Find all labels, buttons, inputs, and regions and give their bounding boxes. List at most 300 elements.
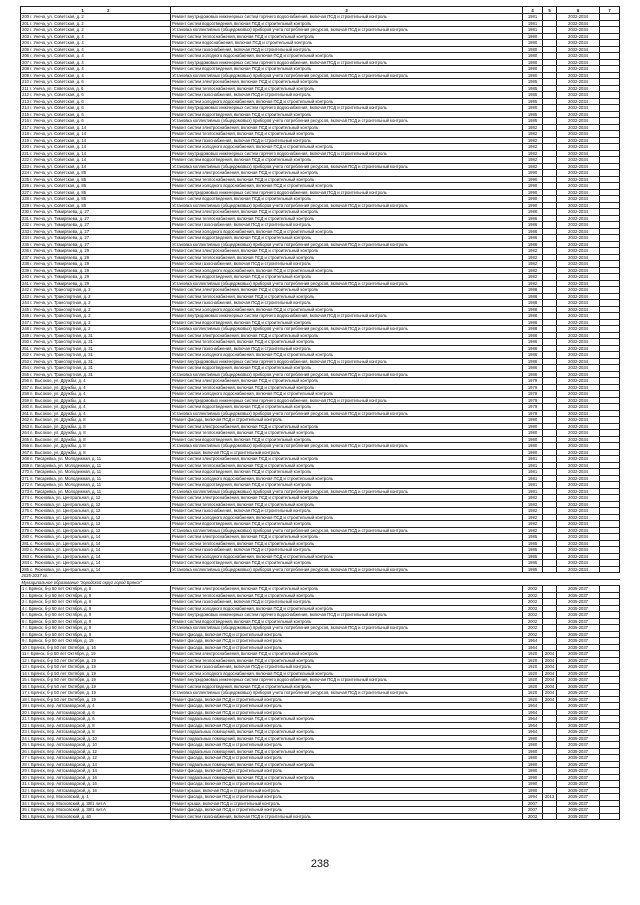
municipality-heading-text: Муниципальное образование "городской округ город Брянск" <box>21 579 620 586</box>
work-type-cell: Ремонт систем холодного водоснабжения, включая ПСД и строительный контроль <box>171 605 523 612</box>
planned-period-cell: 2032-2034 <box>557 215 600 222</box>
repair-schedule-table <box>20 6 620 820</box>
work-type-cell: Ремонт систем водоотведения, включая ПСД и строительный контроль <box>171 404 523 411</box>
work-type-cell: Ремонт систем водоотведения, включая ПСД и строительный контроль <box>171 469 523 476</box>
address-cell: 226 г. Унеча, ул. Советская, д. 85 <box>21 183 171 190</box>
address-cell: 268 п. Писаревка, ул. Молодежная, д. 11 <box>21 456 171 463</box>
year-built-cell: 1982 <box>523 124 543 131</box>
planned-period-cell: 2032-2034 <box>557 391 600 398</box>
address-cell: 275 с. Рюхновка, ул. Центральная, д. 12 <box>21 501 171 508</box>
work-type-cell: Ремонт внутридомовых инженерных систем горячего водоснабжения, включая ПСД и строительный контроль <box>171 612 523 619</box>
planned-period-cell: 2032-2034 <box>557 59 600 66</box>
address-cell: 15 г. Брянск, б-р 50 лет Октября, д. 19 <box>21 677 171 684</box>
work-type-cell: Ремонт систем электроснабжения, включая ПСД и строительный контроль <box>171 534 523 541</box>
year-built-cell: 1964 <box>523 722 543 729</box>
year-built-cell: 1985 <box>523 105 543 112</box>
work-type-cell: Ремонт систем газоснабжения, включая ПСД и строительный контроль <box>171 345 523 352</box>
work-type-cell: Установка коллективных (общедомовых) приборов учета потребления ресурсов, включая ПСД и строительный контроль <box>171 280 523 287</box>
year-built-cell: 2002 <box>523 813 543 820</box>
planned-period-cell: 2032-2034 <box>557 462 600 469</box>
address-cell: 32 г. Брянск, пер. Автозаводской, д. 16 <box>21 787 171 794</box>
year-built-cell: 1982 <box>523 254 543 261</box>
work-type-cell: Ремонт фасада, включая ПСД и строительный контроль <box>171 631 523 638</box>
planned-period-cell: 2032-2034 <box>557 540 600 547</box>
year-built-cell: 2002 <box>523 605 543 612</box>
address-cell: 234 г. Унеча, ул. Тимирязева, д. 27 <box>21 235 171 242</box>
year-built-cell: 1985 <box>523 85 543 92</box>
address-cell: 254 г. Унеча, ул. Транспортная, д. 31 <box>21 365 171 372</box>
work-type-cell: Ремонт фасада, включая ПСД и строительный контроль <box>171 703 523 710</box>
work-type-cell: Ремонт систем водоотведения, включая ПСД и строительный контроль <box>171 196 523 203</box>
work-type-cell: Ремонт фасада, включая ПСД и строительный контроль <box>171 417 523 424</box>
year-reconstruction-cell: 2004 <box>543 677 557 684</box>
address-cell: 221 г. Унеча, ул. Советская, д. 14 <box>21 150 171 157</box>
planned-period-cell: 2032-2034 <box>557 293 600 300</box>
planned-period-cell: 2032-2034 <box>557 508 600 515</box>
year-built-cell: 1964 <box>523 729 543 736</box>
work-type-cell: Установка коллективных (общедомовых) приборов учета потребления ресурсов, включая ПСД и строительный контроль <box>171 566 523 573</box>
planned-period-cell: 2032-2034 <box>557 14 600 21</box>
address-cell: 25 г. Брянск, пер. Автозаводской, д. 10 <box>21 742 171 749</box>
work-type-cell: Ремонт внутридомовых инженерных систем горячего водоснабжения, включая ПСД и строительный контроль <box>171 59 523 66</box>
planned-period-cell: 2032-2034 <box>557 53 600 60</box>
address-cell: 222 г. Унеча, ул. Советская, д. 14 <box>21 157 171 164</box>
address-cell: 201 г. Унеча, ул. Советская, д. 2 <box>21 20 171 27</box>
planned-period-cell: 2035-2037 <box>557 709 600 716</box>
year-built-cell: 1979 <box>523 391 543 398</box>
year-built-cell: 1979 <box>523 404 543 411</box>
year-built-cell: 1982 <box>523 267 543 274</box>
address-cell: 17 г. Брянск, б-р 50 лет Октября, д. 19 <box>21 690 171 697</box>
planned-period-cell: 2032-2034 <box>557 33 600 40</box>
year-built-cell: 1980 <box>523 443 543 450</box>
year-built-cell: 1964 <box>523 709 543 716</box>
planned-period-cell: 2032-2034 <box>557 183 600 190</box>
work-type-cell: Ремонт систем холодного водоснабжения, включая ПСД и строительный контроль <box>171 391 523 398</box>
work-type-cell: Ремонт систем газоснабжения, включая ПСД и строительный контроль <box>171 547 523 554</box>
address-cell: 280 с. Рюхновка, ул. Центральная, д. 14 <box>21 534 171 541</box>
year-reconstruction-cell <box>543 813 557 820</box>
year-built-cell: 1982 <box>523 248 543 255</box>
address-cell: 251 г. Унеча, ул. Транспортная, д. 31 <box>21 345 171 352</box>
planned-period-cell: 2035-2037 <box>557 664 600 671</box>
address-cell: 35 г. Брянск, пер. Московский, д. 38/1 лит.А <box>21 807 171 814</box>
planned-period-cell: 2032-2034 <box>557 430 600 437</box>
work-type-cell: Ремонт фасада, включая ПСД и строительный контроль <box>171 755 523 762</box>
planned-period-cell: 2032-2034 <box>557 501 600 508</box>
year-built-cell: 1982 <box>523 527 543 534</box>
year-built-cell: 1981 <box>523 462 543 469</box>
year-built-cell: 1980 <box>523 436 543 443</box>
year-built-cell: 1981 <box>523 14 543 21</box>
work-type-cell: Ремонт систем теплоснабжения, включая ПСД и строительный контроль <box>171 215 523 222</box>
work-type-cell: Ремонт систем водоотведения, включая ПСД и строительный контроль <box>171 521 523 528</box>
year-built-cell: 1964 <box>523 716 543 723</box>
work-type-cell: Ремонт систем теплоснабжения, включая ПСД и строительный контроль <box>171 293 523 300</box>
address-cell: 271 п. Писаревка, ул. Молодежная, д. 11 <box>21 475 171 482</box>
planned-period-cell: 2032-2034 <box>557 345 600 352</box>
planned-period-cell: 2032-2034 <box>557 144 600 151</box>
address-cell: 279 с. Рюхновка, ул. Центральная, д. 12 <box>21 527 171 534</box>
address-cell: 13 г. Брянск, б-р 50 лет Октября, д. 19 <box>21 664 171 671</box>
planned-period-cell: 2032-2034 <box>557 92 600 99</box>
address-cell: 249 г. Унеча, ул. Транспортная, д. 31 <box>21 332 171 339</box>
planned-period-cell: 2035-2037 <box>557 618 600 625</box>
address-cell: 265 п. Высокое, ул. Дружбы, д. 8 <box>21 436 171 443</box>
planned-period-cell: 2035-2037 <box>557 716 600 723</box>
planned-period-cell: 2032-2034 <box>557 72 600 79</box>
work-type-cell: Ремонт систем водоотведения, включая ПСД и строительный контроль <box>171 66 523 73</box>
year-built-cell: 1982 <box>523 131 543 138</box>
address-cell: 228 г. Унеча, ул. Советская, д. 85 <box>21 196 171 203</box>
planned-period-cell: 2035-2037 <box>557 690 600 697</box>
planned-period-cell: 2032-2034 <box>557 306 600 313</box>
planned-period-cell: 2032-2034 <box>557 20 600 27</box>
work-type-cell: Установка коллективных (общедомовых) приборов учета потребления ресурсов, включая ПСД и строительный контроль <box>171 410 523 417</box>
year-built-cell: 2002 <box>523 586 543 593</box>
work-type-cell: Ремонт фасада, включая ПСД и строительный контроль <box>171 807 523 814</box>
work-type-cell: Установка коллективных (общедомовых) приборов учета потребления ресурсов, включая ПСД и строительный контроль <box>171 163 523 170</box>
year-built-cell: 2007 <box>523 807 543 814</box>
work-type-cell: Ремонт систем водоотведения, включая ПСД и строительный контроль <box>171 235 523 242</box>
planned-period-cell: 2035-2037 <box>557 800 600 807</box>
planned-period-cell: 2032-2034 <box>557 339 600 346</box>
address-cell: 225 г. Унеча, ул. Советская, д. 85 <box>21 176 171 183</box>
year-built-cell: 1920 <box>523 696 543 703</box>
year-built-cell: 1980 <box>523 761 543 768</box>
planned-period-cell: 2032-2034 <box>557 475 600 482</box>
year-built-cell: 1985 <box>523 92 543 99</box>
address-cell: 208 г. Унеча, ул. Советская, д. 4 <box>21 66 171 73</box>
work-type-cell: Ремонт внутридомовых инженерных систем горячего водоснабжения, включая ПСД и строительный контроль <box>171 358 523 365</box>
address-cell: 224 г. Унеча, ул. Советская, д. 85 <box>21 170 171 177</box>
work-type-cell: Ремонт систем электроснабжения, включая ПСД и строительный контроль <box>171 248 523 255</box>
address-cell: 239 г. Унеча, ул. Тимирязева, д. 29 <box>21 267 171 274</box>
work-type-cell: Ремонт систем теплоснабжения, включая ПСД и строительный контроль <box>171 657 523 664</box>
year-built-cell: 1985 <box>523 111 543 118</box>
planned-period-cell: 2032-2034 <box>557 423 600 430</box>
work-type-cell: Ремонт систем теплоснабжения, включая ПСД и строительный контроль <box>171 339 523 346</box>
planned-period-cell: 2032-2034 <box>557 27 600 34</box>
work-type-cell: Ремонт внутридомовых инженерных систем горячего водоснабжения, включая ПСД и строительный контроль <box>171 189 523 196</box>
planned-period-cell: 2032-2034 <box>557 170 600 177</box>
planned-period-cell: 2032-2034 <box>557 397 600 404</box>
year-built-cell: 1986 <box>523 345 543 352</box>
address-cell: 259 п. Высокое, ул. Дружбы, д. 4 <box>21 397 171 404</box>
address-cell: 31 г. Брянск, пер. Автозаводской, д. 16 <box>21 781 171 788</box>
work-type-cell: Установка коллективных (общедомовых) приборов учета потребления ресурсов, включая ПСД и строительный контроль <box>171 527 523 534</box>
planned-period-cell: 2035-2037 <box>557 683 600 690</box>
address-cell: 257 п. Высокое, ул. Дружбы, д. 4 <box>21 384 171 391</box>
planned-period-cell: 2032-2034 <box>557 300 600 307</box>
work-type-cell: Ремонт систем водоотведения, включая ПСД и строительный контроль <box>171 560 523 567</box>
year-built-cell: 1986 <box>523 358 543 365</box>
work-type-cell: Ремонт систем теплоснабжения, включая ПСД и строительный контроль <box>171 176 523 183</box>
address-cell: 217 г. Унеча, ул. Советская, д. 14 <box>21 124 171 131</box>
year-built-cell: 1982 <box>523 280 543 287</box>
year-built-cell: 1986 <box>523 365 543 372</box>
address-cell: 281 с. Рюхновка, ул. Центральная, д. 14 <box>21 540 171 547</box>
planned-period-cell: 2035-2037 <box>557 735 600 742</box>
work-type-cell: Ремонт систем газоснабжения, включая ПСД и строительный контроль <box>171 261 523 268</box>
work-type-cell: Ремонт подвальных помещений, включая ПСД и строительный контроль <box>171 774 523 781</box>
work-type-cell: Ремонт фасада, включая ПСД и строительный контроль <box>171 794 523 801</box>
planned-period-cell: 2032-2034 <box>557 235 600 242</box>
column-number-row <box>21 7 620 14</box>
address-cell: 202 г. Унеча, ул. Советская, д. 2 <box>21 27 171 34</box>
work-type-cell: Ремонт систем водоотведения, включая ПСД и строительный контроль <box>171 618 523 625</box>
year-built-cell: 1980 <box>523 748 543 755</box>
work-type-cell: Ремонт крыши, включая ПСД и строительный контроль <box>171 449 523 456</box>
planned-period-cell: 2032-2034 <box>557 98 600 105</box>
planned-period-cell: 2032-2034 <box>557 124 600 131</box>
work-type-cell: Ремонт систем холодного водоснабжения, включая ПСД и строительный контроль <box>171 306 523 313</box>
year-built-cell: 1920 <box>523 664 543 671</box>
year-built-cell: 1986 <box>523 352 543 359</box>
year-built-cell: 1990 <box>523 202 543 209</box>
address-cell: 12 г. Брянск, б-р 50 лет Октября, д. 19 <box>21 657 171 664</box>
year-built-cell: 1981 <box>523 475 543 482</box>
address-cell: 220 г. Унеча, ул. Советская, д. 14 <box>21 144 171 151</box>
planned-period-cell: 2032-2034 <box>557 404 600 411</box>
work-type-cell: Ремонт систем электроснабжения, включая ПСД и строительный контроль <box>171 209 523 216</box>
planned-period-cell: 2035-2037 <box>557 813 600 820</box>
year-built-cell: 1985 <box>523 534 543 541</box>
address-cell: 1 г. Брянск, б-р 50 лет Октября, д. 9 <box>21 586 171 593</box>
address-cell: 243 г. Унеча, ул. Транспортная, д. 2 <box>21 293 171 300</box>
column-header: 4 <box>523 7 543 14</box>
year-built-cell: 2002 <box>523 631 543 638</box>
address-cell: 7 г. Брянск, б-р 50 лет Октября, д. 9 <box>21 625 171 632</box>
year-built-cell: 1981 <box>523 20 543 27</box>
work-type-cell: Ремонт внутридомовых инженерных систем горячего водоснабжения, включая ПСД и строительный контроль <box>171 677 523 684</box>
year-built-cell: 1981 <box>523 482 543 489</box>
work-type-cell: Установка коллективных (общедомовых) приборов учета потребления ресурсов, включая ПСД и строительный контроль <box>171 202 523 209</box>
address-cell: 6 г. Брянск, б-р 50 лет Октября, д. 9 <box>21 618 171 625</box>
year-built-cell: 1982 <box>523 501 543 508</box>
address-cell: 3 г. Брянск, б-р 50 лет Октября, д. 9 <box>21 599 171 606</box>
year-built-cell: 1982 <box>523 157 543 164</box>
planned-period-cell: 2032-2034 <box>557 547 600 554</box>
column-header: 5 <box>543 7 557 14</box>
work-type-cell: Ремонт фасада, включая ПСД и строительный контроль <box>171 644 523 651</box>
work-type-cell: Ремонт систем водоотведения, включая ПСД и строительный контроль <box>171 157 523 164</box>
work-type-cell: Ремонт систем электроснабжения, включая ПСД и строительный контроль <box>171 456 523 463</box>
address-cell: 213 г. Унеча, ул. Советская, д. 6 <box>21 98 171 105</box>
address-cell: 241 г. Унеча, ул. Тимирязева, д. 29 <box>21 280 171 287</box>
planned-period-cell: 2032-2034 <box>557 85 600 92</box>
address-cell: 270 п. Писаревка, ул. Молодежная, д. 11 <box>21 469 171 476</box>
work-type-cell: Ремонт систем газоснабжения, включая ПСД и строительный контроль <box>171 813 523 820</box>
work-type-cell: Ремонт систем газоснабжения, включая ПСД и строительный контроль <box>171 300 523 307</box>
planned-period-cell: 2032-2034 <box>557 384 600 391</box>
year-built-cell: 1920 <box>523 683 543 690</box>
address-cell: 276 с. Рюхновка, ул. Центральная, д. 12 <box>21 508 171 515</box>
address-cell: 238 г. Унеча, ул. Тимирязева, д. 29 <box>21 261 171 268</box>
work-type-cell: Ремонт систем холодного водоснабжения, включая ПСД и строительный контроль <box>171 553 523 560</box>
year-built-cell: 1986 <box>523 332 543 339</box>
address-cell: 252 г. Унеча, ул. Транспортная, д. 31 <box>21 352 171 359</box>
work-type-cell: Ремонт систем водоотведения, включая ПСД и строительный контроль <box>171 436 523 443</box>
work-type-cell: Ремонт систем теплоснабжения, включая ПСД и строительный контроль <box>171 384 523 391</box>
work-type-cell: Ремонт систем теплоснабжения, включая ПСД и строительный контроль <box>171 540 523 547</box>
address-cell: 235 г. Унеча, ул. Тимирязева, д. 27 <box>21 241 171 248</box>
work-type-cell: Ремонт систем теплоснабжения, включая ПСД и строительный контроль <box>171 501 523 508</box>
planned-period-cell: 2032-2034 <box>557 482 600 489</box>
work-type-cell: Ремонт крыши, включая ПСД и строительный контроль <box>171 787 523 794</box>
planned-period-cell: 2032-2034 <box>557 560 600 567</box>
work-type-cell: Ремонт систем электроснабжения, включая ПСД и строительный контроль <box>171 495 523 502</box>
planned-period-cell: 2032-2034 <box>557 131 600 138</box>
address-cell: 261 п. Высокое, ул. Дружбы, д. 4 <box>21 410 171 417</box>
planned-period-cell: 2032-2034 <box>557 514 600 521</box>
planned-period-cell: 2032-2034 <box>557 189 600 196</box>
column-header: 1 2 <box>21 7 171 14</box>
year-built-cell: 2002 <box>523 592 543 599</box>
work-type-cell: Ремонт систем холодного водоснабжения, включая ПСД и строительный контроль <box>171 475 523 482</box>
address-cell: 278 с. Рюхновка, ул. Центральная, д. 12 <box>21 521 171 528</box>
planned-period-cell: 2032-2034 <box>557 241 600 248</box>
address-cell: 209 г. Унеча, ул. Советская, д. 4 <box>21 72 171 79</box>
planned-period-cell: 2035-2037 <box>557 781 600 788</box>
work-type-cell: Ремонт подвальных помещений, включая ПСД и строительный контроль <box>171 735 523 742</box>
work-type-cell: Ремонт систем электроснабжения, включая ПСД и строительный контроль <box>171 124 523 131</box>
year-built-cell: 2002 <box>523 599 543 606</box>
address-cell: 262 п. Высокое, ул. Дружбы, д. 8 <box>21 417 171 424</box>
work-type-cell: Ремонт систем водоснабжения, включая ПСД и строительный контроль <box>171 40 523 47</box>
address-cell: 22 г. Брянск, пер. Автозаводской, д. 8 <box>21 722 171 729</box>
address-cell: 204 г. Унеча, ул. Советская, д. 4 <box>21 40 171 47</box>
planned-period-cell: 2035-2037 <box>557 768 600 775</box>
planned-period-cell: 2032-2034 <box>557 436 600 443</box>
year-built-cell: 1980 <box>523 72 543 79</box>
address-cell: 218 г. Унеча, ул. Советская, д. 14 <box>21 131 171 138</box>
year-built-cell: 1985 <box>523 560 543 567</box>
planned-period-cell: 2032-2034 <box>557 111 600 118</box>
year-built-cell: 1990 <box>523 774 543 781</box>
address-cell: 26 г. Брянск, пер. Автозаводской, д. 12 <box>21 748 171 755</box>
year-built-cell: 1920 <box>523 677 543 684</box>
year-built-cell: 1982 <box>523 521 543 528</box>
work-type-cell: Ремонт систем газоснабжения, включая ПСД и строительный контроль <box>171 599 523 606</box>
work-type-cell: Ремонт систем теплоснабжения, включая ПСД и строительный контроль <box>171 131 523 138</box>
address-cell: 283 с. Рюхновка, ул. Центральная, д. 14 <box>21 553 171 560</box>
work-type-cell: Ремонт систем газоснабжения, включая ПСД и строительный контроль <box>171 46 523 53</box>
address-cell: 285 с. Рюхновка, ул. Центральная, д. 14 <box>21 566 171 573</box>
work-type-cell: Ремонт фасада, включая ПСД и строительный контроль <box>171 638 523 645</box>
address-cell: 14 г. Брянск, б-р 50 лет Октября, д. 19 <box>21 670 171 677</box>
address-cell: 230 г. Унеча, ул. Тимирязева, д. 27 <box>21 209 171 216</box>
work-type-cell: Ремонт фасада, включая ПСД и строительный контроль <box>171 742 523 749</box>
planned-period-cell: 2032-2034 <box>557 79 600 86</box>
year-built-cell: 1981 <box>523 469 543 476</box>
planned-period-cell: 2032-2034 <box>557 449 600 456</box>
work-type-cell: Установка коллективных (общедомовых) приборов учета потребления ресурсов, включая ПСД и строительный контроль <box>171 371 523 378</box>
planned-period-cell: 2032-2034 <box>557 534 600 541</box>
year-built-cell: 1985 <box>523 98 543 105</box>
work-type-cell: Установка коллективных (общедомовых) приборов учета потребления ресурсов, включая ПСД и строительный контроль <box>171 625 523 632</box>
work-type-cell: Ремонт систем электроснабжения, включая ПСД и строительный контроль <box>171 423 523 430</box>
year-built-cell: 1986 <box>523 209 543 216</box>
year-built-cell: 1981 <box>523 27 543 34</box>
planned-period-cell: 2032-2034 <box>557 521 600 528</box>
planned-period-cell: 2032-2034 <box>557 352 600 359</box>
extra-cell <box>600 813 620 820</box>
year-built-cell: 1982 <box>523 163 543 170</box>
address-cell: 250 г. Унеча, ул. Транспортная, д. 31 <box>21 339 171 346</box>
year-built-cell: 1988 <box>523 313 543 320</box>
work-type-cell: Ремонт систем холодного водоснабжения, включая ПСД и строительный контроль <box>171 228 523 235</box>
year-built-cell: 1988 <box>523 287 543 294</box>
work-type-cell: Ремонт систем холодного водоснабжения, включая ПСД и строительный контроль <box>171 514 523 521</box>
year-built-cell: 1988 <box>523 293 543 300</box>
work-type-cell: Ремонт систем газоснабжения, включая ПСД и строительный контроль <box>171 222 523 229</box>
planned-period-cell: 2032-2034 <box>557 196 600 203</box>
planned-period-cell: 2032-2034 <box>557 378 600 385</box>
address-cell: 19 г. Брянск, пер. Автозаводской, д. 4 <box>21 703 171 710</box>
address-cell: 2 г. Брянск, б-р 50 лет Октября, д. 9 <box>21 592 171 599</box>
year-built-cell: 1980 <box>523 423 543 430</box>
planned-period-cell: 2032-2034 <box>557 456 600 463</box>
work-type-cell: Ремонт систем холодного водоснабжения, включая ПСД и строительный контроль <box>171 98 523 105</box>
address-cell: 207 г. Унеча, ул. Советская, д. 4 <box>21 59 171 66</box>
work-type-cell: Ремонт систем водоотведения, включая ПСД и строительный контроль <box>171 319 523 326</box>
year-built-cell: 1985 <box>523 118 543 125</box>
table-body <box>21 14 620 820</box>
address-cell: 36 г. Брянск, пер. Московский, д. 40 <box>21 813 171 820</box>
year-built-cell: 1986 <box>523 228 543 235</box>
work-type-cell: Ремонт систем холодного водоснабжения, включая ПСД и строительный контроль <box>171 144 523 151</box>
address-cell: 255 г. Унеча, ул. Транспортная, д. 31 <box>21 371 171 378</box>
address-cell: 9 г. Брянск, б-р 50 лет Октября, д. 15 <box>21 638 171 645</box>
work-type-cell: Установка коллективных (общедомовых) приборов учета потребления ресурсов, включая ПСД и строительный контроль <box>171 326 523 333</box>
year-built-cell: 1988 <box>523 306 543 313</box>
address-cell: 245 г. Унеча, ул. Транспортная, д. 2 <box>21 306 171 313</box>
planned-period-cell: 2035-2037 <box>557 755 600 762</box>
year-built-cell: 1990 <box>523 189 543 196</box>
work-type-cell: Ремонт систем теплоснабжения, включая ПСД и строительный контроль <box>171 430 523 437</box>
year-built-cell: 1980 <box>523 742 543 749</box>
address-cell: 219 г. Унеча, ул. Советская, д. 14 <box>21 137 171 144</box>
work-type-cell: Ремонт систем электроснабжения, включая ПСД и строительный контроль <box>171 586 523 593</box>
year-built-cell: 1986 <box>523 371 543 378</box>
planned-period-cell: 2032-2034 <box>557 118 600 125</box>
planned-period-cell: 2032-2034 <box>557 163 600 170</box>
year-built-cell: 1986 <box>523 215 543 222</box>
year-built-cell: 1986 <box>523 241 543 248</box>
address-cell: 269 п. Писаревка, ул. Молодежная, д. 11 <box>21 462 171 469</box>
planned-period-cell: 2035-2037 <box>557 703 600 710</box>
year-built-cell: 1982 <box>523 137 543 144</box>
planned-period-cell: 2035-2037 <box>557 625 600 632</box>
work-type-cell: Установка коллективных (общедомовых) приборов учета потребления ресурсов, включая ПСД и строительный контроль <box>171 72 523 79</box>
work-type-cell: Установка коллективных (общедомовых) приборов учета потребления ресурсов, включая ПСД и строительный контроль <box>171 443 523 450</box>
year-built-cell: 1985 <box>523 547 543 554</box>
planned-period-cell: 2035-2037 <box>557 638 600 645</box>
work-type-cell: Ремонт систем холодного водоснабжения, включая ПСД и строительный контроль <box>171 670 523 677</box>
year-reconstruction-cell: 2004 <box>543 664 557 671</box>
year-built-cell: 1980 <box>523 768 543 775</box>
work-type-cell: Ремонт систем водоотведения, включая ПСД и строительный контроль <box>171 20 523 27</box>
address-cell: 237 г. Унеча, ул. Тимирязева, д. 29 <box>21 254 171 261</box>
period-heading-text: 2035-2037 гг. <box>21 573 620 580</box>
address-cell: 20 г. Брянск, пер. Автозаводской, д. 6 <box>21 709 171 716</box>
work-type-cell: Установка коллективных (общедомовых) приборов учета потребления ресурсов, включая ПСД и строительный контроль <box>171 488 523 495</box>
planned-period-cell: 2032-2034 <box>557 332 600 339</box>
work-type-cell: Ремонт систем теплоснабжения, включая ПСД и строительный контроль <box>171 592 523 599</box>
planned-period-cell: 2032-2034 <box>557 527 600 534</box>
work-type-cell: Ремонт систем холодного водоснабжения, включая ПСД и строительный контроль <box>171 267 523 274</box>
